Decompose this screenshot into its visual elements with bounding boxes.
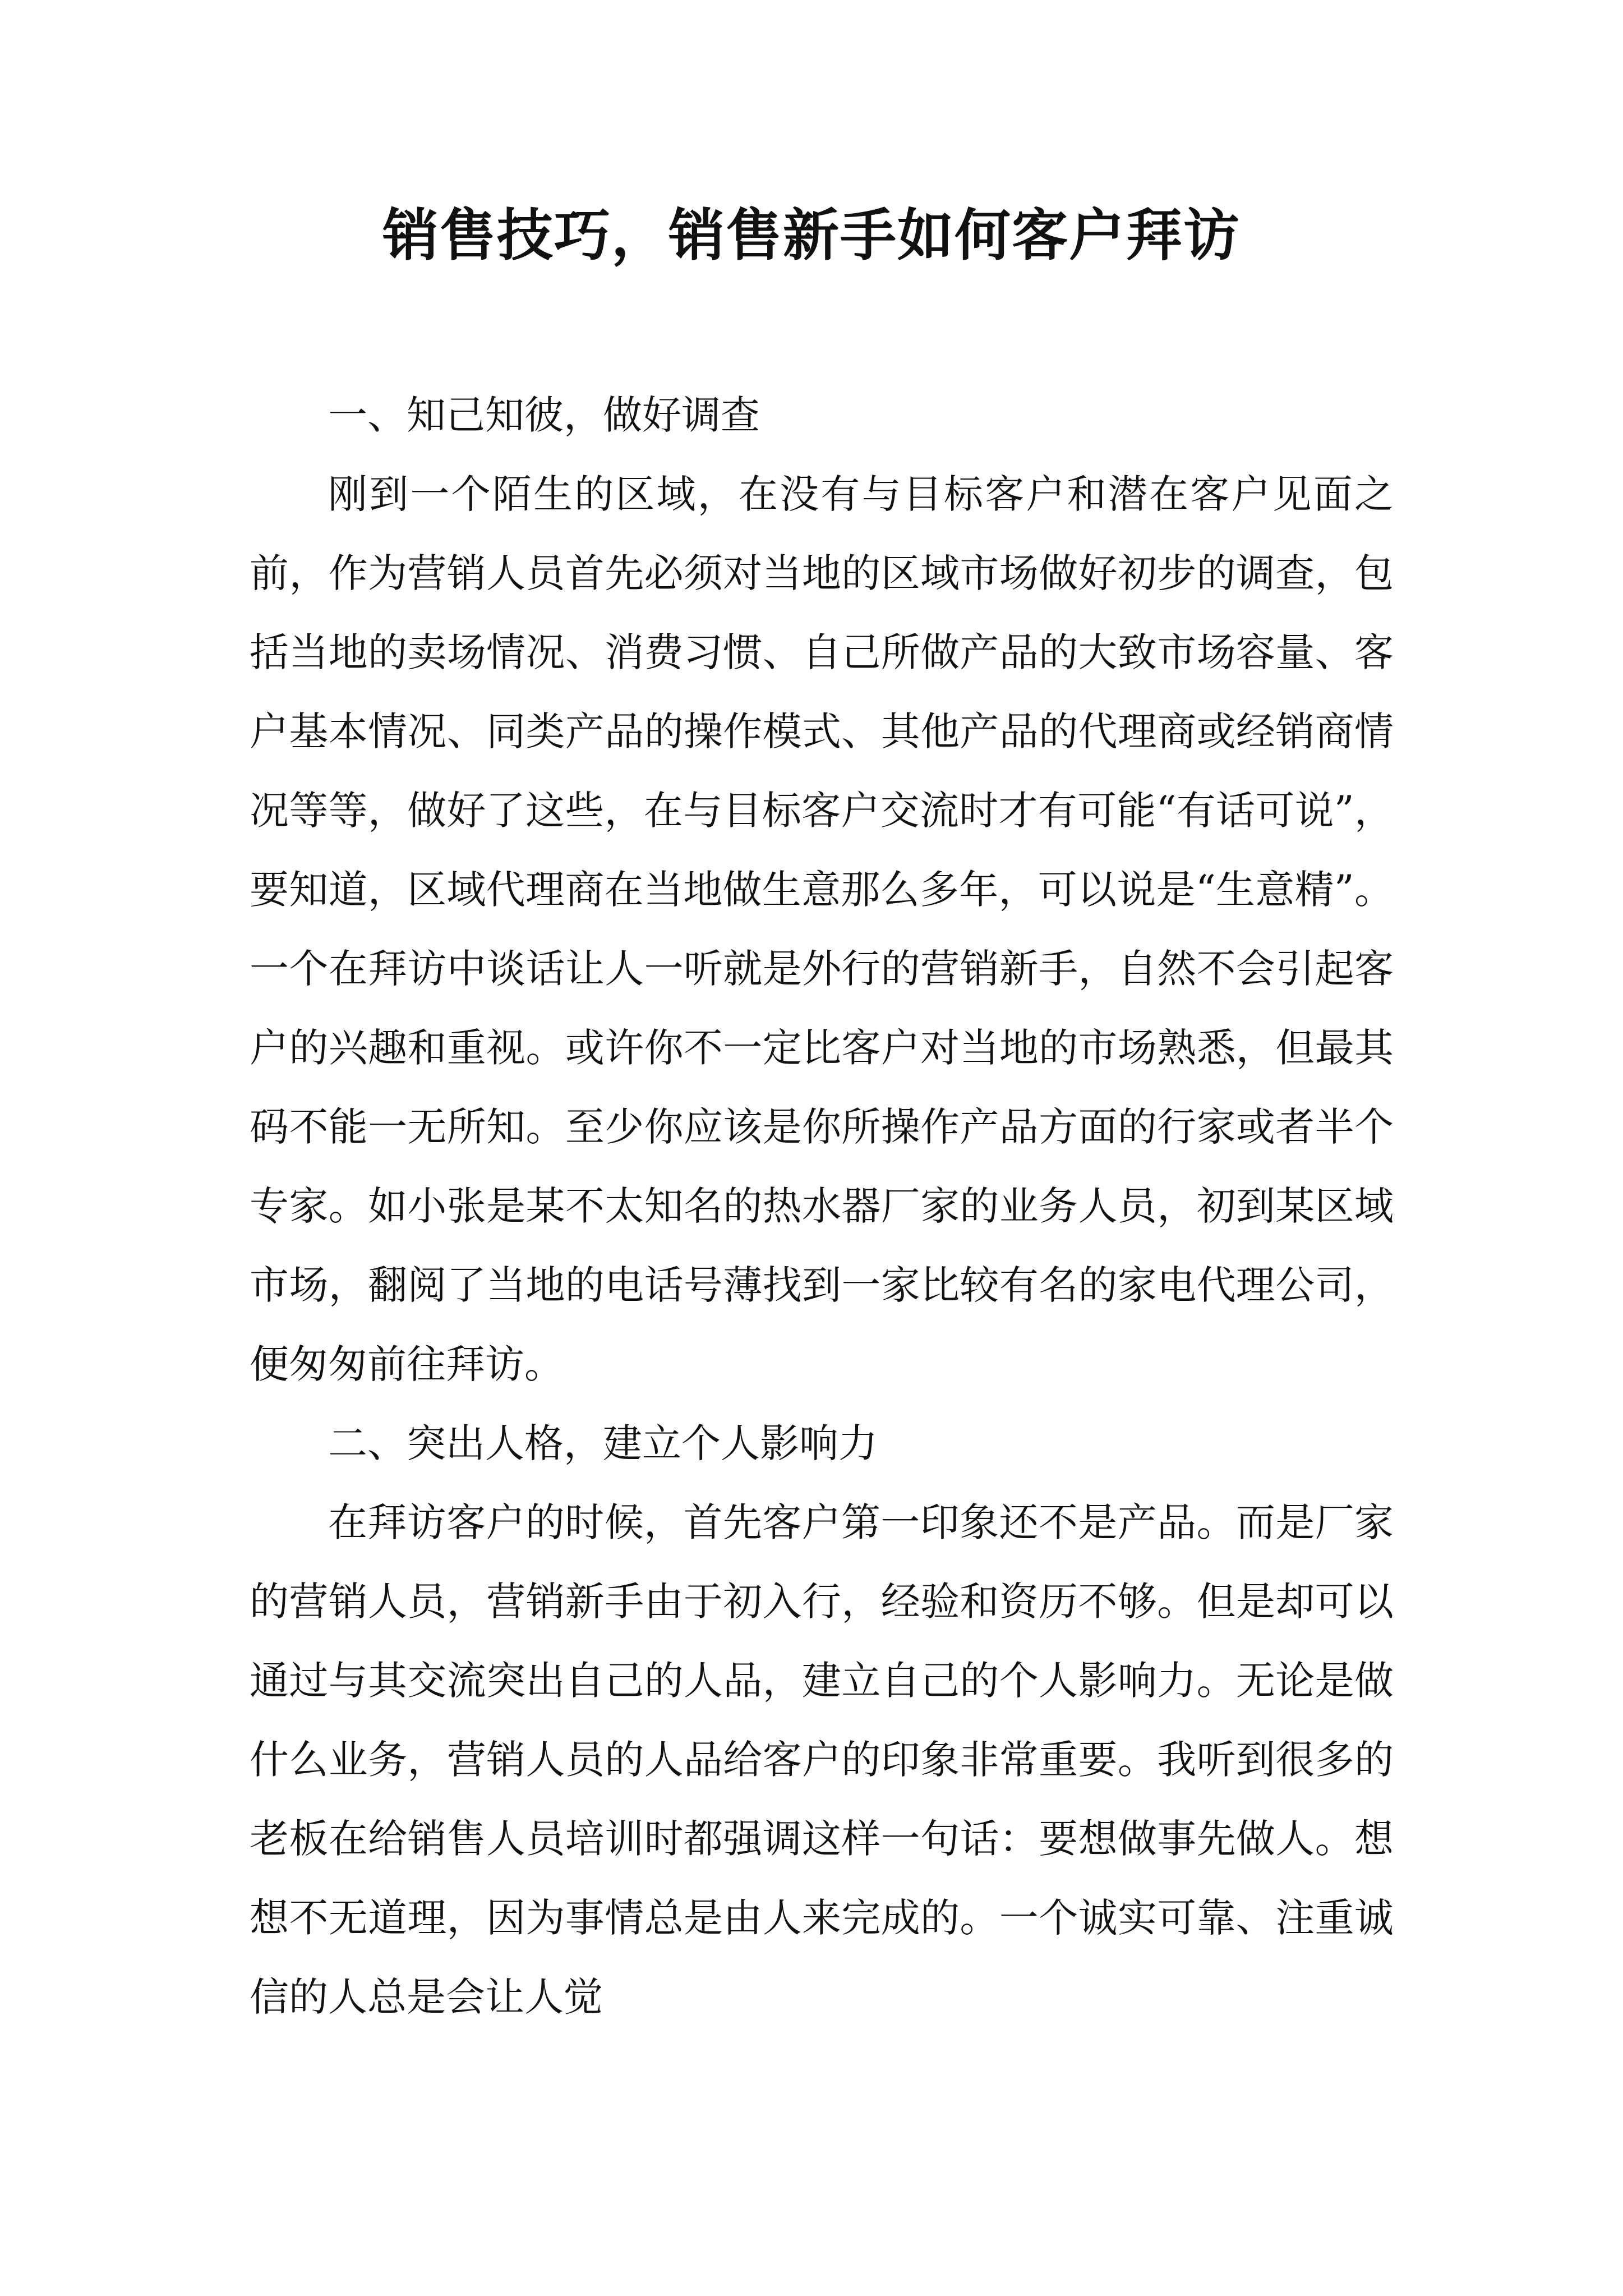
section-heading-1: 一、知己知彼，做好调查 [328,392,760,438]
body-paragraph-1: 刚到一个陌生的区域，在没有与目标客户和潜在客户见面之前，作为营销人员首先必须对当地的区域市场做好初步的调查，包括当地的卖场情况、消费习惯、自己所做产品的大致市场容量、客户基本情况、同类产品的操作模式、其他产品的代理商或经销商情况等等，做好了这些，在与目标客户交流时才有可能“有话可说”，要知道，区域代理商在当地做生意那么多年，可以说是“生意精”。一个在拜访中谈话让人一听就是外行的营销新手，自然不会引起客户的兴趣和重视。或许你不一定比客户对当地的市场熟悉，但最其码不能一无所知。至少你应该是你所操作产品方面的行家或者半个专家。如小张是某不太知名的热水器厂家的业务人员，初到某区域市场，翻阅了当地的电话号薄找到一家比较有名的家电代理公司，便匆匆前往拜访。 [250,471,1394,1387]
body-paragraph-2: 在拜访客户的时候，首先客户第一印象还不是产品。而是厂家的营销人员，营销新手由于初入行，经验和资历不够。但是却可以通过与其交流突出自己的人品，建立自己的个人影响力。无论是做什么业务，营销人员的人品给客户的印象非常重要。我听到很多的老板在给销售人员培训时都强调这样一句话：要想做事先做人。想想不无道理，因为事情总是由人来完成的。一个诚实可靠、注重诚信的人总是会让人觉 [250,1499,1394,2020]
section-heading-2: 二、突出人格，建立个人影响力 [328,1420,878,1466]
document-title: 销售技巧，销售新手如何客户拜访 [382,203,1241,268]
document-body [250,376,1394,2037]
